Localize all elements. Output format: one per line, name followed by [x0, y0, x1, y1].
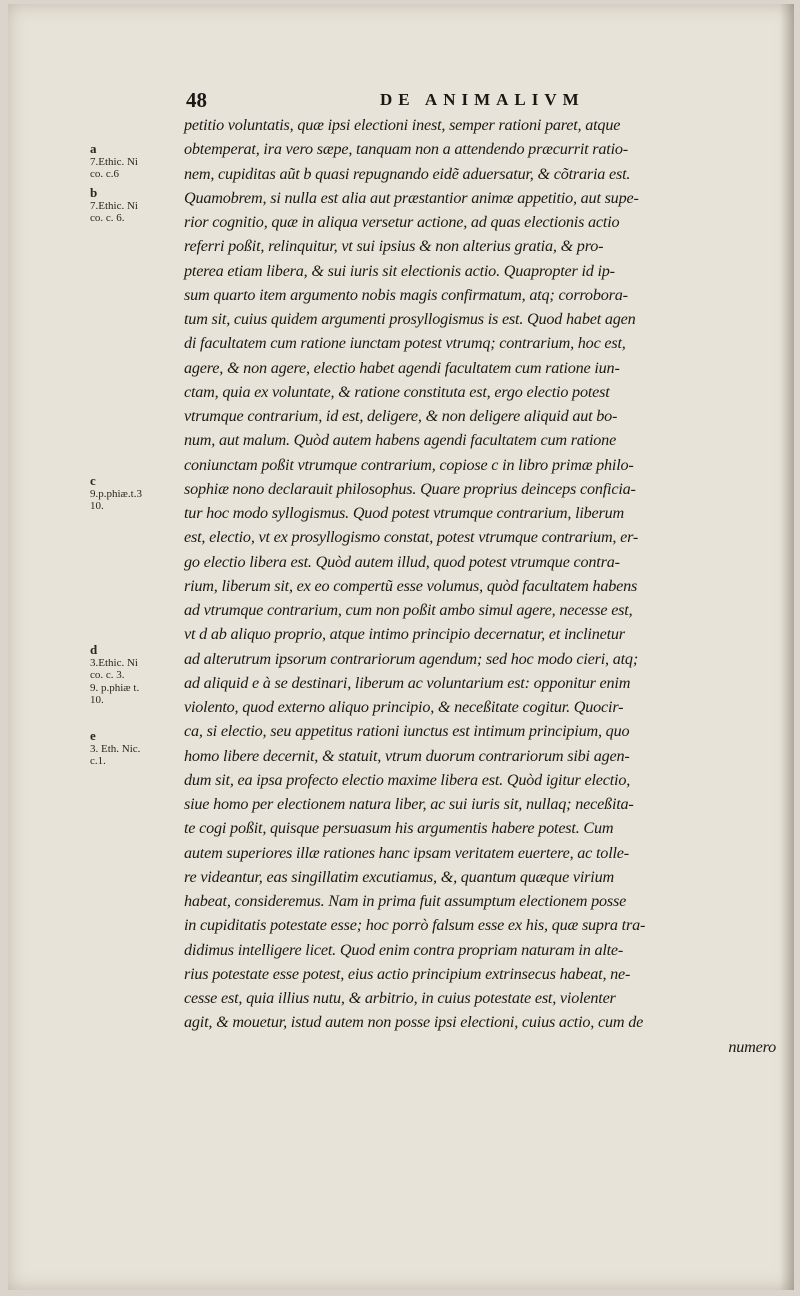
page-number: 48 [186, 88, 207, 112]
text-line: vtrumque contrarium, id est, deligere, & non deligere aliquid aut bo- [184, 407, 618, 425]
text-line: obtemperat, ira vero sæpe, tanquam non a attendendo præcurrit ratio- [184, 140, 628, 159]
text-line: di facultatem cum ratione iunctam potest vtrumq; contrarium, hoc est, [184, 334, 626, 353]
note-letter: a [90, 141, 97, 156]
page-header [186, 88, 616, 112]
text-line: rius potestate esse potest, eius actio principium extrinsecus habeat, ne- [184, 964, 631, 983]
text-line: cesse est, quia illius nutu, & arbitrio, in cuius potestate est, violenter [184, 989, 616, 1007]
note-letter: e [90, 728, 96, 743]
note-line: 7.Ethic. Ni [90, 155, 138, 168]
text-line: habeat, consideremus. Nam in prima fuit assumptum electionem posse [184, 892, 627, 910]
note-line: 3. Eth. Nic. [90, 742, 141, 755]
text-line: go electio libera est. Quòd autem illud, quod potest vtrumque contra- [184, 552, 620, 571]
marginal-note-a [90, 143, 182, 181]
text-line: tum sit, cuius quidem argumenti prosyllogismus is est. Quod habet agen [184, 310, 636, 328]
text-line: ad aliquid e à se destinari, liberum ac voluntarium est: opponitur enim [184, 673, 631, 692]
text-line: nem, cupiditas aũt b quasi repugnando eidẽ aduersatur, & cõtraria est. [184, 164, 631, 183]
text-line: re videantur, eas singillatim excutiamus, &, quantum quæque virium [184, 867, 614, 886]
text-line: homo libere decernit, & statuit, vtrum duorum contrariorum sibi agen- [184, 746, 630, 765]
text-line: coniunctam poßit vtrumque contrarium, copiose c in libro primæ philo- [184, 455, 634, 474]
text-line: didimus intelligere licet. Quod enim contra propriam naturam in alte- [184, 940, 624, 959]
text-line: rium, liberum sit, ex eo compertũ esse volumus, quòd facultatem habens [184, 576, 638, 595]
text-line: ad vtrumque contrarium, cum non poßit ambo simul agere, necesse est, [184, 601, 633, 619]
note-letter: c [90, 473, 96, 488]
body-text [184, 113, 776, 1059]
text-line: violento, quod externo aliquo principio, & neceßitate cogitur. Quocir- [184, 698, 624, 716]
text-line: tur hoc modo syllogismus. Quod potest vtrumque contrarium, liberum [184, 504, 625, 522]
text-line: autem superiores illæ rationes hanc ipsam veritatem euertere, ac tolle- [184, 843, 629, 862]
note-line: co. c.6 [90, 168, 120, 180]
catchword: numero [728, 1037, 776, 1056]
note-letter: b [90, 185, 98, 200]
note-line: co. c. 6. [90, 212, 125, 224]
text-line: agit, & mouetur, istud autem non posse ipsi electioni, cuius actio, cum de [184, 1013, 644, 1032]
running-title: DE ANIMALIVM [380, 90, 585, 109]
note-line: 10. [90, 500, 104, 512]
note-letter: d [90, 642, 98, 657]
marginal-note-e [90, 730, 182, 768]
text-line: num, aut malum. Quòd autem habens agendi facultatem cum ratione [184, 431, 617, 450]
text-line: agere, & non agere, electio habet agendi facultatem cum ratione iun- [184, 358, 620, 377]
text-line: te cogi poßit, quisque persuasum his argumentis habere potest. Cum [184, 819, 614, 838]
text-line: Quamobrem, si nulla est alia aut præstantior animæ appetitio, aut supe- [184, 188, 639, 207]
text-line: vt d ab aliquo proprio, atque intimo principio decernatur, et inclinetur [184, 625, 625, 644]
page-edge-shadow [780, 4, 794, 1290]
text-line: rior cognitio, quæ in aliqua versetur actione, ad quas electionis actio [184, 213, 620, 231]
note-line: 10. [90, 694, 104, 706]
text-line: pterea etiam libera, & sui iuris sit electionis actio. Quapropter id ip- [184, 261, 615, 280]
note-line: 9. p.phiæ t. [90, 681, 140, 694]
text-line: ca, si electio, seu appetitus rationi iunctus est intimum principium, quo [184, 722, 630, 741]
text-line: sum quarto item argumento nobis magis confirmatum, atq; corrobora- [184, 285, 628, 304]
text-line: est, electio, vt ex prosyllogismo constat, potest vtrumque contrarium, er- [184, 528, 639, 547]
marginal-note-d [90, 644, 182, 707]
book-page [8, 4, 794, 1290]
note-line: 7.Ethic. Ni [90, 199, 138, 212]
text-line: ad alterutrum ipsorum contrariorum agendum; sed hoc modo cieri, atq; [184, 649, 639, 668]
text-line: in cupiditatis potestate esse; hoc porrò falsum esse ex his, quæ supra tra- [184, 916, 646, 935]
marginal-note-b [90, 187, 182, 225]
note-line: 9.p.phiæ.t.3 [90, 487, 142, 500]
text-line: sophiæ nono declarauit philosophus. Quare proprius deinceps conficia- [184, 479, 636, 498]
text-line: ctam, quia ex voluntate, & ratione constituta est, ergo electio potest [184, 382, 610, 401]
marginal-note-c [90, 475, 182, 513]
note-line: co. c. 3. [90, 669, 125, 681]
text-line: dum sit, ea ipsa profecto electio maxime libera est. Quòd igitur electio, [184, 770, 631, 789]
note-line: 3.Ethic. Ni [90, 656, 138, 669]
text-line: petitio voluntatis, quæ ipsi electioni inest, semper rationi paret, atque [184, 116, 621, 134]
text-line: referri poßit, relinquitur, vt sui ipsius & non alterius gratia, & pro- [184, 237, 604, 256]
text-line: siue homo per electionem natura liber, ac sui iuris sit, nullaq; neceßita- [184, 795, 634, 813]
note-line: c.1. [90, 755, 106, 767]
